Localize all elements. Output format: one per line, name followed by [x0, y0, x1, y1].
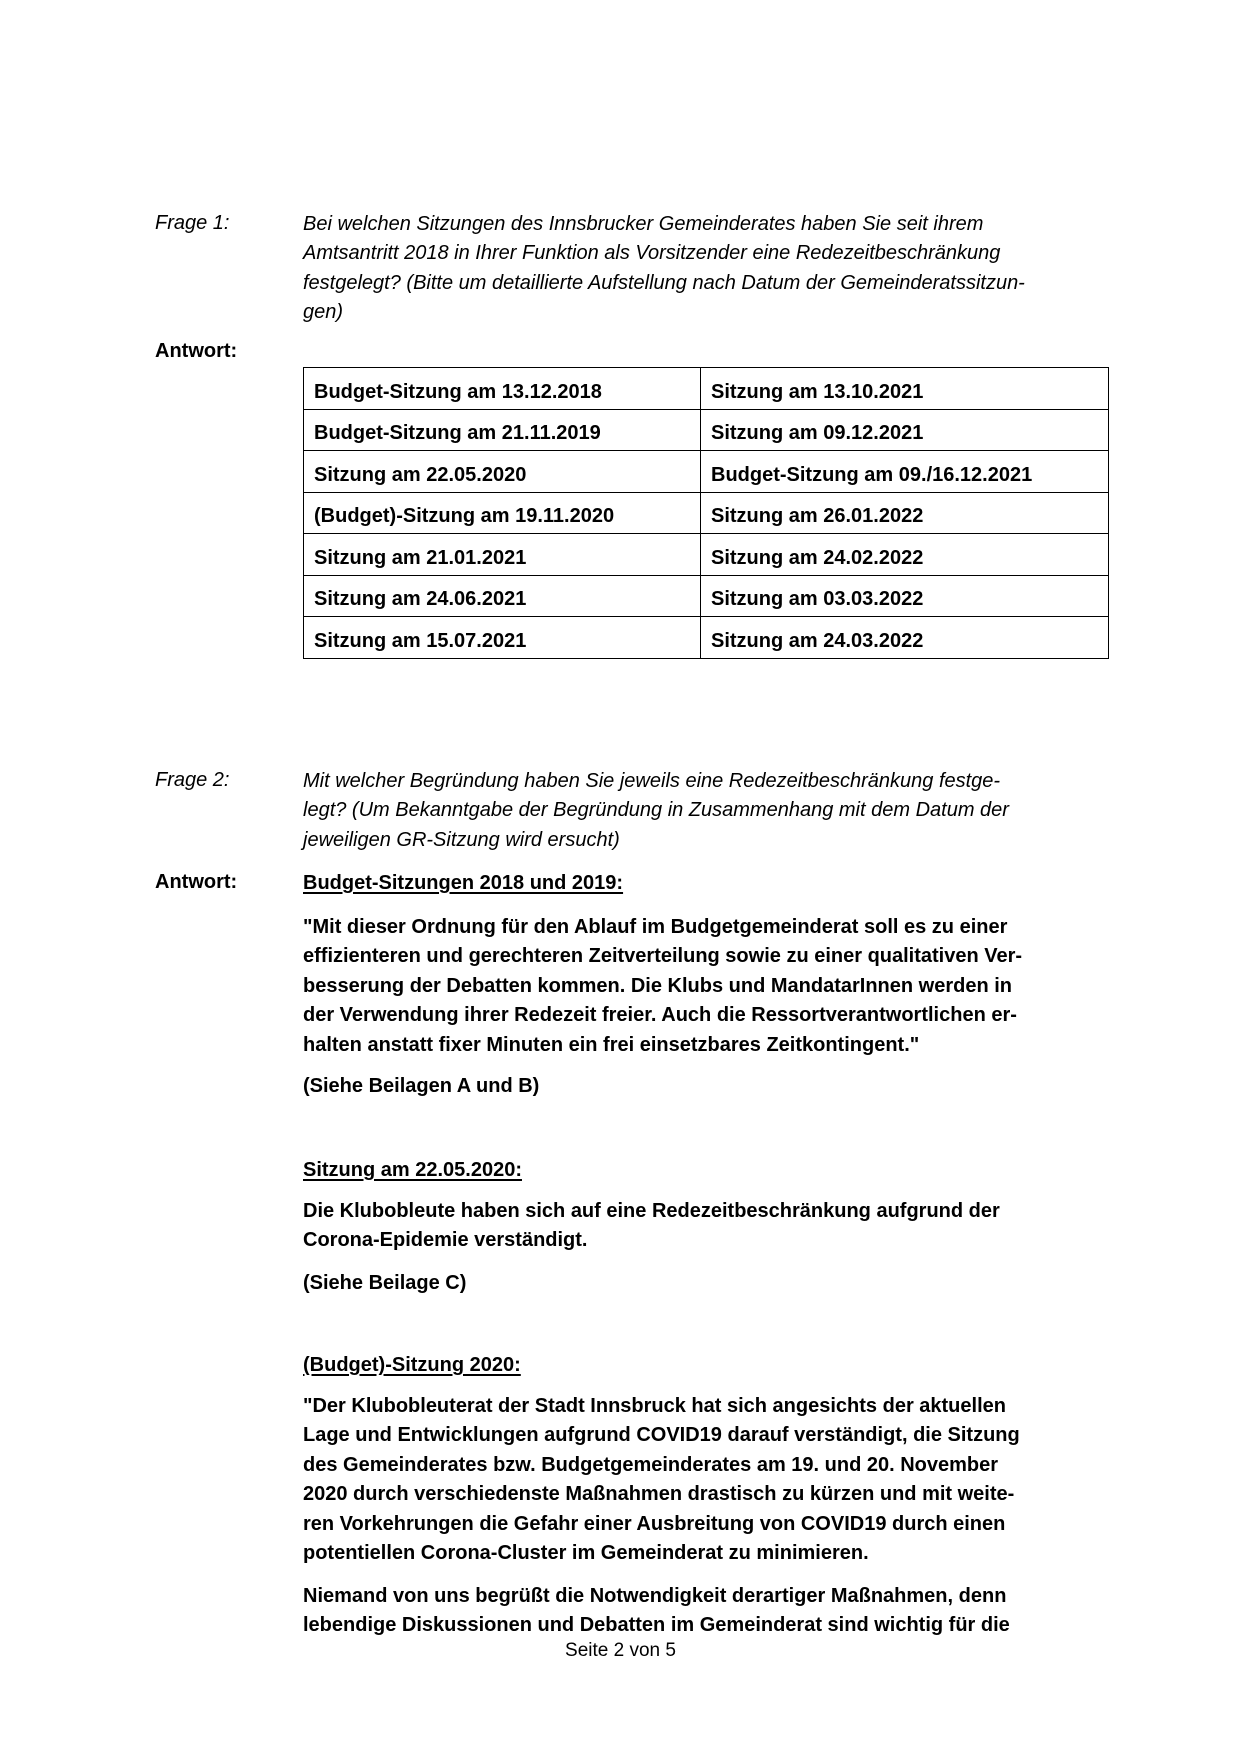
question-2-label: Frage 2:: [155, 769, 230, 791]
table-cell: Sitzung am 22.05.2020: [304, 451, 701, 493]
table-row: [304, 451, 1109, 493]
reference-beilagen-a-b: (Siehe Beilagen A und B): [303, 1075, 540, 1097]
quote-budget-2018-2019: [303, 913, 1022, 1060]
table-row: [304, 617, 1109, 659]
answer-1-label: Antwort:: [155, 340, 238, 362]
question-1-label: Frage 1:: [155, 212, 230, 234]
quote-budget-2020: [303, 1392, 1020, 1568]
table-row: [304, 492, 1109, 534]
text-line: lebendige Diskussionen und Debatten im Gemeinderat sind wichtig für die: [303, 1614, 1010, 1637]
text-line: 2020 durch verschiedenste Maßnahmen drastisch zu kürzen und mit weite-: [303, 1483, 1015, 1506]
text-line: der Verwendung ihrer Redezeit freier. Auch die Ressortverantwortlichen er-: [303, 1004, 1017, 1027]
table-row: [304, 368, 1109, 410]
text-line: "Mit dieser Ordnung für den Ablauf im Budgetgemeinderat soll es zu einer: [303, 916, 1008, 938]
question-1-text: [303, 210, 1025, 328]
question-2-text: [303, 767, 1009, 855]
section-heading-sitzung-22-05-2020: Sitzung am 22.05.2020:: [303, 1159, 522, 1181]
table-cell: Budget-Sitzung am 13.12.2018: [304, 368, 701, 410]
table-cell: Sitzung am 03.03.2022: [701, 575, 1109, 617]
text-line: festgelegt? (Bitte um detaillierte Aufstellung nach Datum der Gemeinderatssitzun-: [303, 271, 1025, 294]
section-heading-budget-2018-2019: Budget-Sitzungen 2018 und 2019:: [303, 872, 624, 894]
text-line: Mit welcher Begründung haben Sie jeweils eine Redezeitbeschränkung festge-: [303, 770, 1001, 792]
page-number: Seite 2 von 5: [565, 1640, 676, 1661]
table-cell: Sitzung am 26.01.2022: [701, 492, 1109, 534]
text-line: Amtsantritt 2018 in Ihrer Funktion als Vorsitzender eine Redezeitbeschränkung: [303, 242, 1001, 265]
table-cell: Budget-Sitzung am 21.11.2019: [304, 409, 701, 451]
text-line: "Der Klubobleuterat der Stadt Innsbruck hat sich angesichts der aktuellen: [303, 1395, 1006, 1417]
text-line: legt? (Um Bekanntgabe der Begründung in Zusammenhang mit dem Datum der: [303, 799, 1009, 822]
text-line: besserung der Debatten kommen. Die Klubs und MandatarInnen werden in: [303, 974, 1013, 997]
reference-beilage-c: (Siehe Beilage C): [303, 1272, 467, 1294]
table-cell: Sitzung am 13.10.2021: [701, 368, 1109, 410]
table-cell: Sitzung am 24.06.2021: [304, 575, 701, 617]
table-cell: Sitzung am 21.01.2021: [304, 534, 701, 576]
answer-2-label: Antwort:: [155, 871, 238, 893]
text-line: Die Klubobleute haben sich auf eine Redezeitbeschränkung aufgrund der: [303, 1200, 1000, 1222]
table-row: [304, 534, 1109, 576]
text-line: Corona-Epidemie verständigt.: [303, 1229, 588, 1252]
text-sitzung-22-05-2020: [303, 1197, 1000, 1256]
text-line: Bei welchen Sitzungen des Innsbrucker Gemeinderates haben Sie seit ihrem: [303, 213, 984, 235]
table-row: [304, 409, 1109, 451]
table-cell: Budget-Sitzung am 09./16.12.2021: [701, 451, 1109, 493]
text-line: ren Vorkehrungen die Gefahr einer Ausbreitung von COVID19 durch einen: [303, 1512, 1006, 1535]
text-line: effizienteren und gerechteren Zeitverteilung sowie zu einer qualitativen Ver-: [303, 945, 1023, 968]
table-row: [304, 575, 1109, 617]
section-heading-budget-2020: (Budget)-Sitzung 2020:: [303, 1354, 521, 1376]
table-cell: Sitzung am 09.12.2021: [701, 409, 1109, 451]
quote-budget-2020-continued: [303, 1582, 1010, 1641]
table-cell: Sitzung am 24.02.2022: [701, 534, 1109, 576]
table-cell: Sitzung am 24.03.2022: [701, 617, 1109, 659]
text-line: potentiellen Corona-Cluster im Gemeinderat zu minimieren.: [303, 1542, 869, 1565]
text-line: Lage und Entwicklungen aufgrund COVID19 darauf verständigt, die Sitzung: [303, 1424, 1020, 1447]
text-line: jeweiligen GR-Sitzung wird ersucht): [303, 828, 620, 851]
text-line: des Gemeinderates bzw. Budgetgemeinderates am 19. und 20. November: [303, 1453, 999, 1476]
table-cell: Sitzung am 15.07.2021: [304, 617, 701, 659]
text-line: Niemand von uns begrüßt die Notwendigkeit derartiger Maßnahmen, denn: [303, 1585, 1007, 1607]
text-line: gen): [303, 301, 344, 324]
text-line: halten anstatt fixer Minuten ein frei einsetzbares Zeitkontingent.": [303, 1033, 920, 1056]
table-cell: (Budget)-Sitzung am 19.11.2020: [304, 492, 701, 534]
sessions-table: [303, 367, 1109, 659]
